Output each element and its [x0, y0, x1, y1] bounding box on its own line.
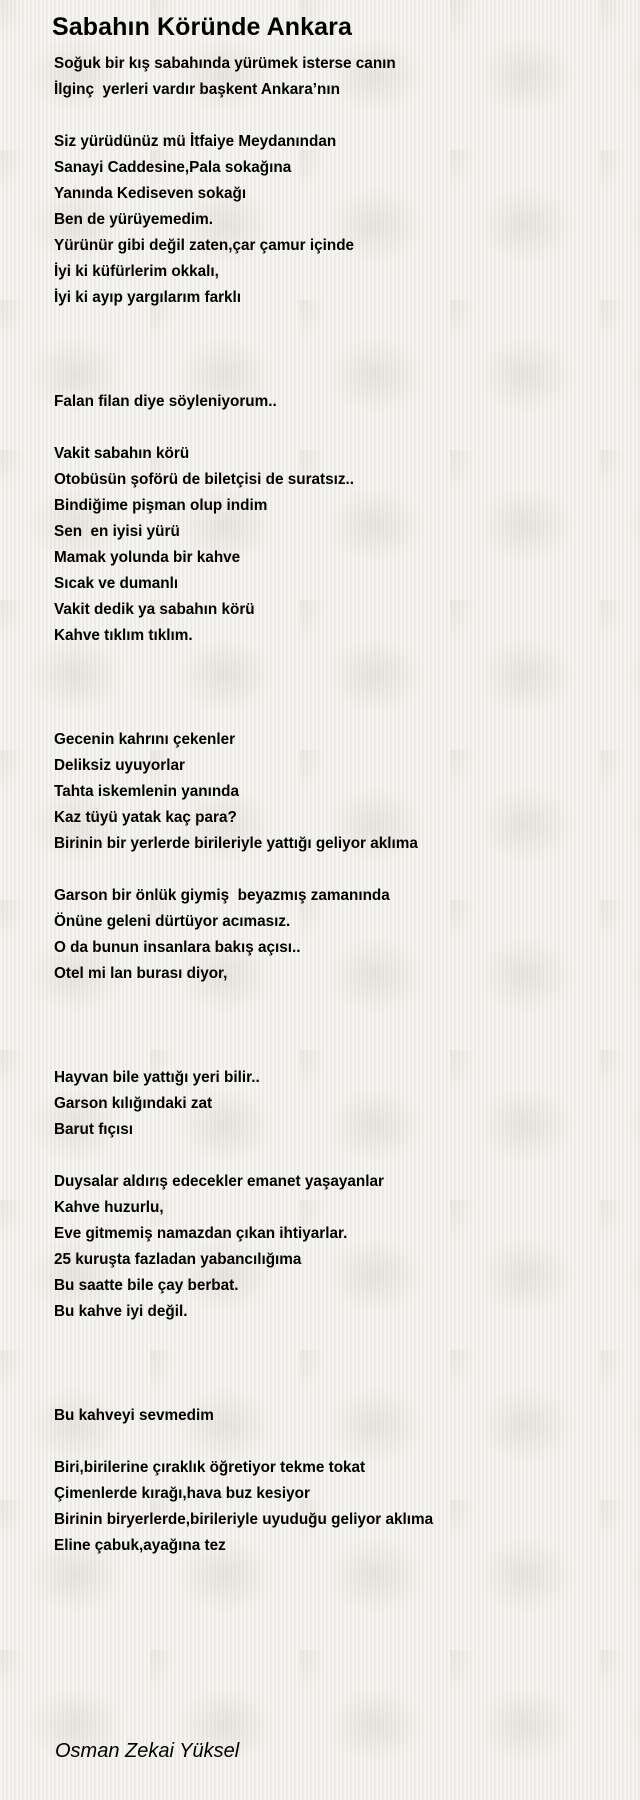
poem-stanza: [54, 51, 614, 103]
poem-line: 25 kuruşta fazladan yabancılığıma: [54, 1251, 302, 1268]
poem-line: Sen en iyisi yürü: [54, 523, 180, 540]
poem-line: Garson kılığındaki zat: [54, 1095, 213, 1112]
poem-line: Soğuk bir kış sabahında yürümek isterse canın: [54, 55, 396, 72]
poem-title: Sabahın Köründe Ankara: [52, 13, 352, 41]
poem-stanza: [54, 1065, 614, 1143]
poem-line: Bu saatte bile çay berbat.: [54, 1277, 239, 1294]
poem-line: Önüne geleni dürtüyor acımasız.: [54, 913, 291, 930]
poem-line: Sıcak ve dumanlı: [54, 575, 179, 592]
stanza-spacer: [54, 1143, 614, 1169]
poem-line: Tahta iskemlenin yanında: [54, 783, 240, 800]
poem-line: Bu kahve iyi değil.: [54, 1303, 188, 1320]
poem-line: Mamak yolunda bir kahve: [54, 549, 241, 566]
poem-line: Yürünür gibi değil zaten,çar çamur içinde: [54, 237, 355, 254]
poem-line: İyi ki küfürlerim okkalı,: [54, 263, 219, 280]
poem-line: Bu kahveyi sevmedim: [54, 1407, 214, 1424]
poem-line: İyi ki ayıp yargılarım farklı: [54, 289, 242, 306]
poem-line: Kahve tıklım tıklım.: [54, 627, 193, 644]
poem-line: Yanında Kediseven sokağı: [54, 185, 247, 202]
poem-line: Birinin bir yerlerde birileriyle yattığı geliyor aklıma: [54, 835, 418, 852]
poem-line: Garson bir önlük giymiş beyazmış zamanında: [54, 887, 390, 904]
poem-stanza: [54, 1403, 614, 1429]
poem-line: Birinin biryerlerde,birileriyle uyuduğu geliyor aklıma: [54, 1511, 434, 1528]
poem-line: Çimenlerde kırağı,hava buz kesiyor: [54, 1485, 310, 1502]
poem-line: Barut fıçısı: [54, 1121, 134, 1138]
poem-line: Hayvan bile yattığı yeri bilir..: [54, 1069, 260, 1086]
poem-line: Sanayi Caddesine,Pala sokağına: [54, 159, 292, 176]
poem-line: Otobüsün şoförü de biletçisi de suratsız..: [54, 471, 355, 488]
poem-line: Biri,birilerine çıraklık öğretiyor tekme tokat: [54, 1459, 366, 1476]
poem-stanza: [54, 129, 614, 311]
poem-line: Bindiğime pişman olup indim: [54, 497, 268, 514]
poem-stanza: [54, 1169, 614, 1325]
poem-line: Siz yürüdünüz mü İtfaiye Meydanından: [54, 133, 337, 150]
poem-line: Deliksiz uyuyorlar: [54, 757, 185, 774]
stanza-spacer: [54, 857, 614, 883]
poem-stanza: [54, 727, 614, 857]
stanza-spacer: [54, 1429, 614, 1455]
poem-stanza: [54, 389, 614, 415]
poem-stanza: [54, 883, 614, 987]
stanza-spacer: [54, 415, 614, 441]
poem-line: Kaz tüyü yatak kaç para?: [54, 809, 237, 826]
poem-line: Eline çabuk,ayağına tez: [54, 1537, 226, 1554]
poem-line: Duysalar aldırış edecekler emanet yaşayanlar: [54, 1173, 384, 1190]
poem-line: Falan filan diye söyleniyorum..: [54, 393, 277, 410]
poem-line: Eve gitmemiş namazdan çıkan ihtiyarlar.: [54, 1225, 348, 1242]
poem-line: O da bunun insanlara bakış açısı..: [54, 939, 301, 956]
poem-line: Kahve huzurlu,: [54, 1199, 164, 1216]
poem-line: Ben de yürüyemedim.: [54, 211, 213, 228]
section-spacer: [54, 649, 614, 727]
poem-line: Vakit dedik ya sabahın körü: [54, 601, 255, 618]
poem-body: [54, 51, 614, 1559]
section-spacer: [54, 311, 614, 389]
poem-line: İlginç yerleri vardır başkent Ankara’nın: [54, 81, 340, 98]
section-spacer: [54, 987, 614, 1065]
stanza-spacer: [54, 103, 614, 129]
poem-line: Vakit sabahın körü: [54, 445, 190, 462]
poem-line: Otel mi lan burası diyor,: [54, 965, 228, 982]
poem-author: Osman Zekai Yüksel: [55, 1740, 240, 1762]
section-spacer: [54, 1325, 614, 1403]
poem-stanza: [54, 1455, 614, 1559]
poem-line: Gecenin kahrını çekenler: [54, 731, 236, 748]
poem-stanza: [54, 441, 614, 649]
